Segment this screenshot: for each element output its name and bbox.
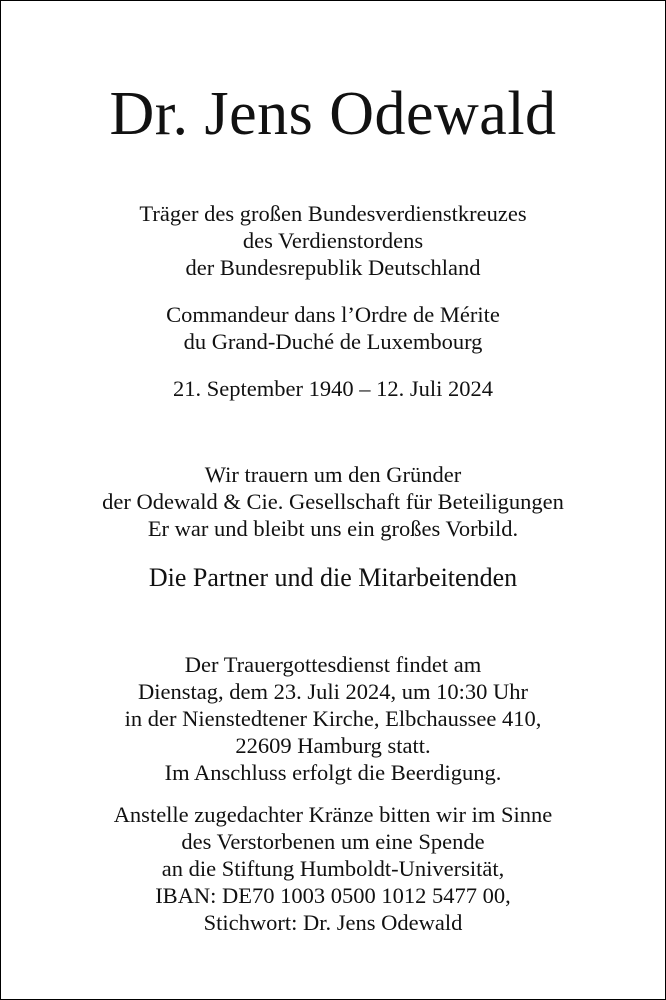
mourning-line-1: Wir trauern um den Gründer: [204, 462, 462, 487]
life-dates: 21. September 1940 – 12. Juli 2024: [173, 376, 493, 401]
deceased-name: Dr. Jens Odewald: [109, 80, 557, 148]
donation-line-2: des Verstorbenen um eine Spende: [181, 829, 485, 854]
service-line-1: Der Trauergottesdienst findet am: [184, 652, 482, 677]
luxembourg-honor-line-1: Commandeur dans l’Ordre de Mérite: [166, 302, 500, 327]
service-line-2: Dienstag, dem 23. Juli 2024, um 10:30 Uhr: [138, 679, 528, 704]
honor-line-1: Träger des großen Bundesverdienstkreuzes: [139, 201, 527, 226]
luxembourg-honor-line-2: du Grand-Duché de Luxembourg: [183, 329, 483, 354]
signature: Die Partner und die Mitarbeitenden: [148, 563, 518, 592]
mourning-line-3: Er war und bleibt uns ein großes Vorbild.: [147, 516, 519, 541]
service-line-5: Im Anschluss erfolgt die Beerdigung.: [164, 760, 502, 785]
donation-line-1: Anstelle zugedachter Kränze bitten wir im Sinne: [113, 802, 553, 827]
donation-keyword: Stichwort: Dr. Jens Odewald: [203, 910, 463, 935]
honor-line-3: der Bundesrepublik Deutschland: [185, 255, 481, 280]
donation-line-3: an die Stiftung Humboldt-Universität,: [161, 856, 505, 881]
mourning-line-2: der Odewald & Cie. Gesellschaft für Beteiligungen: [102, 489, 564, 514]
service-line-4: 22609 Hamburg statt.: [235, 733, 431, 758]
donation-iban: IBAN: DE70 1003 0500 1012 5477 00,: [155, 883, 511, 908]
service-line-3: in der Nienstedtener Kirche, Elbchaussee 410,: [124, 706, 542, 731]
honor-line-2: des Verdienstordens: [242, 228, 424, 253]
